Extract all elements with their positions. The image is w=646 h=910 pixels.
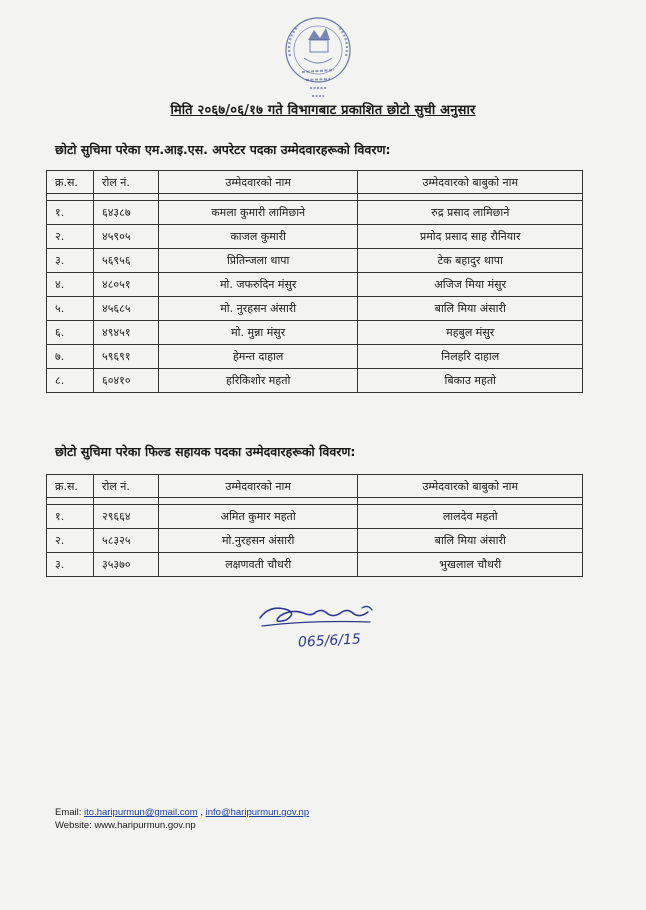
- candidate-table-field-assistant: [46, 474, 583, 577]
- email-link-info[interactable]: info@haripurmun.gov.np: [205, 807, 310, 818]
- cell-father-name: अजिज मिया मंसुर: [358, 273, 583, 297]
- cell-roll: ३५३७०: [93, 553, 158, 577]
- table-row: [47, 273, 583, 297]
- cell-father-name: बालि मिया अंसारी: [358, 297, 583, 321]
- email-separator: ,: [200, 807, 203, 818]
- cell-roll: ४५६८५: [93, 297, 158, 321]
- table-header-row: [47, 475, 583, 498]
- cell-candidate-name: काजल कुमारी: [158, 225, 358, 249]
- col-header-father-name: उम्मेदवारको बाबुको नाम: [358, 475, 583, 498]
- table-row: [47, 225, 583, 249]
- cell-roll: ४८०५१: [93, 273, 158, 297]
- table-row: [47, 553, 583, 577]
- cell-roll: ६०४१०: [93, 369, 158, 393]
- cell-serial: ६.: [47, 321, 94, 345]
- cell-father-name: टेक बहादुर थापा: [358, 249, 583, 273]
- col-header-roll: रोल नं.: [93, 475, 158, 498]
- footer-website-line: [55, 819, 309, 832]
- cell-serial: ४.: [47, 273, 94, 297]
- cell-serial: १.: [47, 201, 94, 225]
- cell-father-name: लालदेव महतो: [358, 505, 583, 529]
- col-header-candidate-name: उम्मेदवारको नाम: [158, 171, 358, 194]
- cell-candidate-name: हरिकिशोर महतो: [158, 369, 358, 393]
- footer-contact: [55, 806, 309, 832]
- cell-father-name: बालि मिया अंसारी: [358, 529, 583, 553]
- cell-roll: ६४३८७: [93, 201, 158, 225]
- col-header-serial: क्र.स.: [47, 171, 94, 194]
- candidate-table-mis-operator: [46, 170, 583, 393]
- page-heading: मिति २०६७/०६/१७ गते विभागबाट प्रकाशित छोटो सुची अनुसार: [170, 103, 476, 118]
- cell-father-name: निलहरि दाहाल: [358, 345, 583, 369]
- cell-candidate-name: मो. जफरुदिन मंसुर: [158, 273, 358, 297]
- cell-serial: १.: [47, 505, 94, 529]
- section-title-field-assistant: छोटो सुचिमा परेका फिल्ड सहायक पदका उम्मेदवारहरूको विवरण:: [55, 444, 356, 459]
- email-label: Email:: [55, 807, 82, 818]
- cell-roll: ५९६९१: [93, 345, 158, 369]
- table-spacer-row: [47, 194, 583, 201]
- cell-roll: ५८३२५: [93, 529, 158, 553]
- cell-roll: ४९४५१: [93, 321, 158, 345]
- table-row: [47, 369, 583, 393]
- cell-candidate-name: लक्षणवती चौधरी: [158, 553, 358, 577]
- table-row: [47, 297, 583, 321]
- email-link-ito[interactable]: ito.haripurmun@gmail.com: [84, 807, 198, 818]
- signature-icon: [250, 598, 400, 654]
- cell-serial: ३.: [47, 553, 94, 577]
- cell-serial: २.: [47, 225, 94, 249]
- cell-candidate-name: मो. मुन्ना मंसुर: [158, 321, 358, 345]
- cell-father-name: बिकाउ महतो: [358, 369, 583, 393]
- cell-father-name: भुखलाल चौधरी: [358, 553, 583, 577]
- section-title-mis-operator: छोटो सुचिमा परेका एम.आइ.एस. अपरेटर पदका उम्मेदवारहरूको विवरण:: [55, 142, 391, 157]
- cell-candidate-name: मो. नुरहसन अंसारी: [158, 297, 358, 321]
- table-row: [47, 529, 583, 553]
- cell-serial: ७.: [47, 345, 94, 369]
- cell-candidate-name: अमित कुमार महतो: [158, 505, 358, 529]
- cell-candidate-name: कमला कुमारी लामिछाने: [158, 201, 358, 225]
- col-header-candidate-name: उम्मेदवारको नाम: [158, 475, 358, 498]
- cell-roll: ५६९५६: [93, 249, 158, 273]
- municipality-seal: [268, 10, 364, 106]
- cell-serial: २.: [47, 529, 94, 553]
- table-spacer-row: [47, 498, 583, 505]
- cell-roll: २९६६४: [93, 505, 158, 529]
- table-row: [47, 505, 583, 529]
- cell-serial: ३.: [47, 249, 94, 273]
- municipality-seal-icon: [268, 10, 364, 106]
- table-row: [47, 345, 583, 369]
- table-row: [47, 249, 583, 273]
- footer-email-line: [55, 806, 309, 819]
- col-header-father-name: उम्मेदवारको बाबुको नाम: [358, 171, 583, 194]
- table-header-row: [47, 171, 583, 194]
- signature: [250, 598, 400, 654]
- cell-father-name: प्रमोद प्रसाद साह रौनियार: [358, 225, 583, 249]
- table-row: [47, 201, 583, 225]
- cell-serial: ८.: [47, 369, 94, 393]
- cell-roll: ४५९०५: [93, 225, 158, 249]
- website-text: www.haripurmun.gov.np: [94, 820, 196, 831]
- cell-serial: ५.: [47, 297, 94, 321]
- cell-candidate-name: मो.नुरहसन अंसारी: [158, 529, 358, 553]
- signature-date: 065/6/15: [297, 631, 362, 651]
- col-header-serial: क्र.स.: [47, 475, 94, 498]
- cell-father-name: महबुल मंसुर: [358, 321, 583, 345]
- table-row: [47, 321, 583, 345]
- cell-candidate-name: हेमन्त दाहाल: [158, 345, 358, 369]
- col-header-roll: रोल नं.: [93, 171, 158, 194]
- cell-father-name: रुद्र प्रसाद लामिछाने: [358, 201, 583, 225]
- website-label: Website:: [55, 820, 92, 831]
- cell-candidate-name: प्रितिन्जला थापा: [158, 249, 358, 273]
